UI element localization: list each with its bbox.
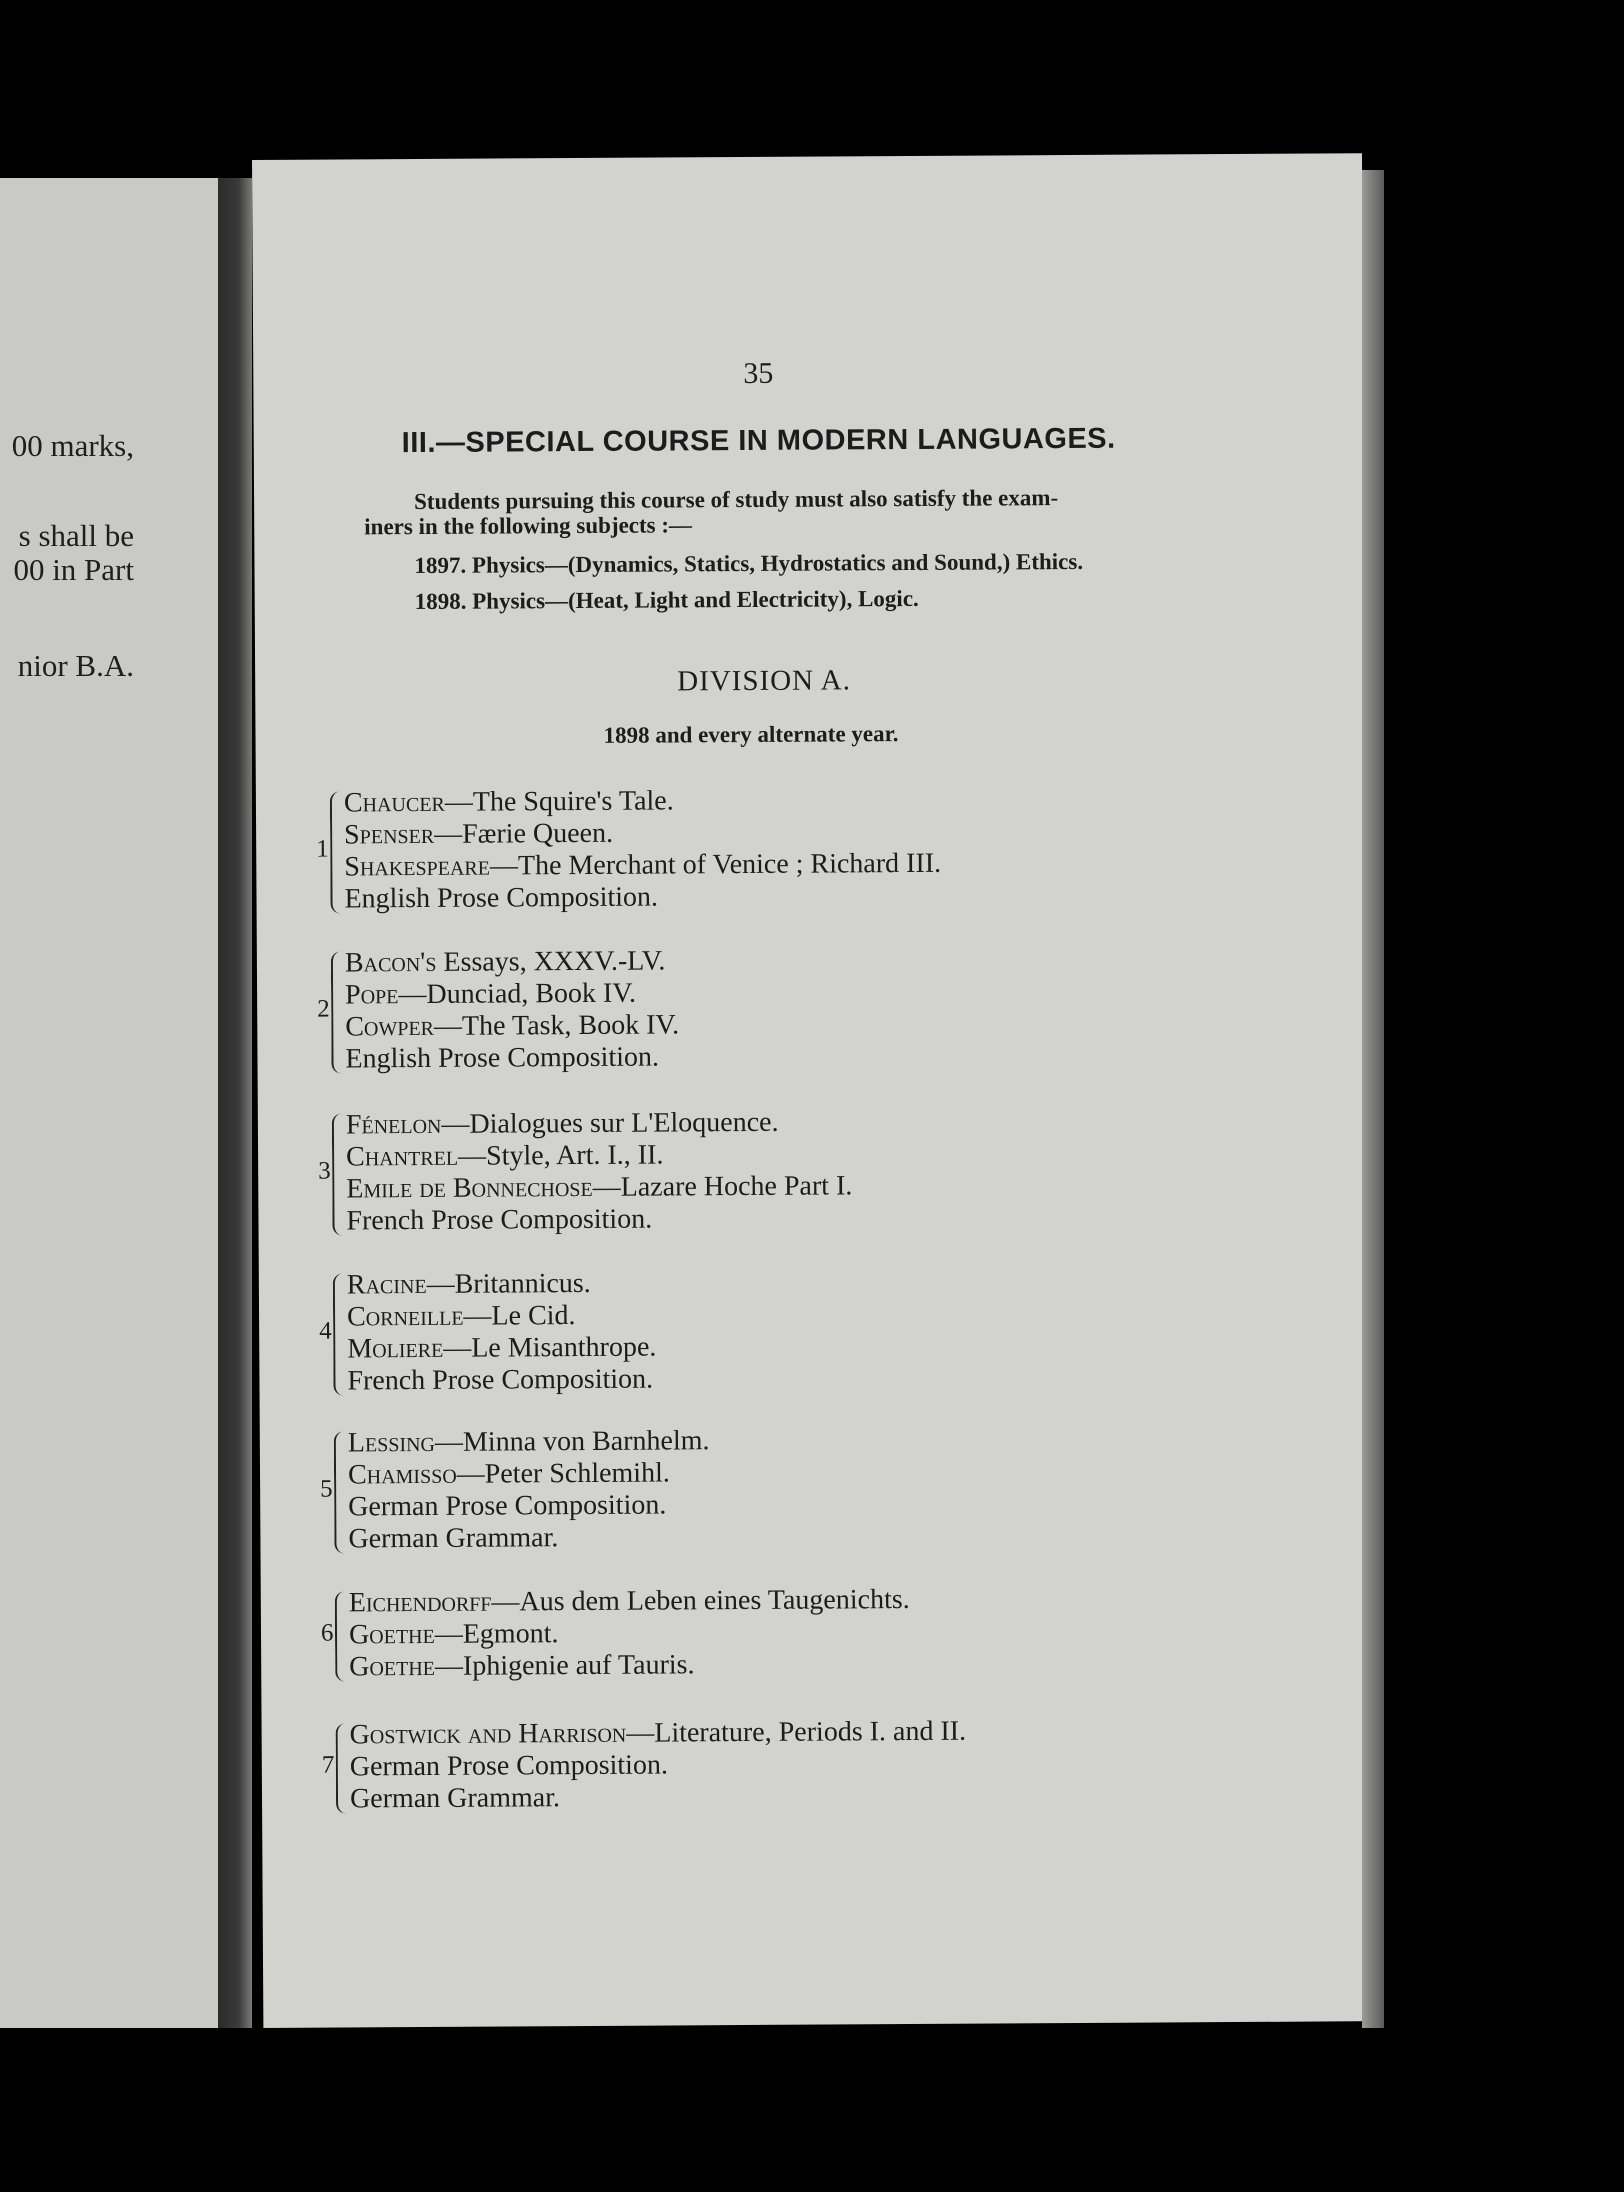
course-item [344, 880, 941, 916]
author-name: Corneille [346, 1300, 464, 1333]
course-item [344, 848, 941, 884]
work-title: —The Merchant of Venice ; Richard III. [489, 847, 942, 882]
work-title: —Egmont. [434, 1618, 559, 1650]
author-name: Chantrel [345, 1140, 459, 1173]
course-item [346, 1170, 852, 1205]
course-item [344, 784, 941, 820]
work-title: —Britannicus. [426, 1267, 591, 1300]
group-number: 3 [318, 1157, 331, 1185]
course-item [349, 1584, 910, 1619]
work-title: —Dunciad, Book IV. [398, 977, 637, 1011]
left-fragment: nior B.A. [17, 648, 134, 683]
intro-line: iners in the following subjects :— [364, 512, 693, 540]
course-item [344, 816, 941, 852]
work-title: French Prose Composition. [347, 1363, 654, 1397]
requirement-1898: 1898. Physics—(Heat, Light and Electricity), Logic. [414, 585, 919, 615]
course-item [350, 1716, 967, 1752]
group-number: 2 [317, 995, 330, 1023]
author-name: Bacon's [344, 946, 437, 979]
work-title: —The Task, Book IV. [433, 1009, 680, 1042]
course-item [345, 945, 679, 979]
work-title: German Grammar. [349, 1782, 561, 1815]
work-title: —Le Misanthrope. [443, 1331, 657, 1364]
course-item [345, 977, 679, 1011]
course-item [350, 1780, 967, 1816]
division-subtitle: 1898 and every alternate year. [603, 721, 899, 748]
page-edge [1362, 170, 1384, 2028]
author-name: Shakespeare [344, 850, 491, 883]
book-gutter [218, 178, 252, 2028]
course-item [348, 1425, 710, 1459]
course-item [348, 1521, 710, 1555]
course-item [347, 1364, 656, 1398]
brace-icon [332, 1113, 345, 1235]
author-name: Spenser [344, 818, 435, 851]
work-title: —Literature, Periods I. and II. [626, 1715, 967, 1749]
section-title: III.—SPECIAL COURSE IN MODERN LANGUAGES. [401, 422, 1116, 460]
work-title: —Lazare Hoche Part I. [592, 1170, 853, 1203]
work-title: —Minna von Barnhelm. [434, 1425, 710, 1458]
course-item [349, 1648, 910, 1683]
work-title: Essays, XXXV.-LV. [436, 945, 666, 978]
group-number: 4 [319, 1317, 332, 1345]
course-item [347, 1300, 656, 1334]
work-title: French Prose Composition. [346, 1203, 653, 1237]
work-title: —Style, Art. I., II. [457, 1139, 664, 1172]
brace-icon [334, 1431, 347, 1553]
work-title: —Peter Schlemihl. [456, 1457, 670, 1490]
work-title: German Prose Composition. [348, 1489, 667, 1523]
work-title: English Prose Composition. [345, 1041, 660, 1075]
author-name: Emile de Bonnechose [346, 1171, 593, 1205]
left-fragment: 00 marks, [11, 428, 134, 463]
course-item [346, 1202, 852, 1237]
course-item [348, 1457, 710, 1491]
author-name: Chamisso [347, 1458, 457, 1491]
course-item [347, 1268, 656, 1302]
left-fragment: 00 in Part [13, 552, 134, 587]
work-title: English Prose Composition. [344, 881, 659, 915]
course-item [346, 1138, 852, 1173]
author-name: Eichendorff [348, 1586, 492, 1619]
left-page [0, 178, 218, 2028]
intro-line: Students pursuing this course of study must also satisfy the exam- [414, 485, 1059, 515]
work-title: —The Squire's Tale. [444, 785, 674, 818]
author-name: Goethe [349, 1650, 436, 1683]
work-title: —Færie Queen. [434, 817, 614, 850]
author-name: Goethe [348, 1618, 435, 1651]
author-name: Cowper [345, 1010, 435, 1043]
group-number: 6 [320, 1619, 334, 1647]
course-item [349, 1616, 910, 1651]
work-title: —Le Cid. [463, 1300, 576, 1332]
brace-icon [331, 951, 344, 1073]
work-title: —Dialogues sur L'Eloquence. [441, 1106, 779, 1140]
author-name: Gostwick and Harrison [349, 1717, 627, 1751]
left-fragment: s shall be [18, 518, 134, 553]
course-item [345, 1009, 679, 1043]
division-title: DIVISION A. [677, 664, 852, 698]
author-name: Chaucer [343, 786, 445, 819]
author-name: Lessing [347, 1426, 436, 1459]
group-number: 7 [321, 1751, 335, 1779]
work-title: German Prose Composition. [349, 1749, 669, 1783]
work-title: German Grammar. [348, 1522, 559, 1555]
course-item [347, 1332, 656, 1366]
author-name: Pope [345, 979, 399, 1011]
right-page [252, 153, 1373, 2028]
brace-icon [333, 1273, 346, 1395]
author-name: Racine [346, 1268, 427, 1301]
course-item [345, 1041, 679, 1075]
brace-icon [335, 1591, 348, 1681]
course-item [350, 1748, 967, 1784]
author-name: Fénelon [345, 1108, 442, 1141]
work-title: —Aus dem Leben eines Taugenichts. [491, 1584, 910, 1618]
brace-icon [336, 1723, 349, 1813]
requirement-1897: 1897. Physics—(Dynamics, Statics, Hydrostatics and Sound,) Ethics. [414, 548, 1084, 579]
work-title: —Iphigenie auf Tauris. [434, 1649, 695, 1682]
group-number: 1 [316, 835, 329, 863]
page-number: 35 [743, 356, 774, 391]
brace-icon [330, 791, 343, 913]
course-item [346, 1106, 852, 1141]
author-name: Moliere [347, 1332, 444, 1365]
course-item [348, 1489, 710, 1523]
group-number: 5 [320, 1475, 333, 1503]
